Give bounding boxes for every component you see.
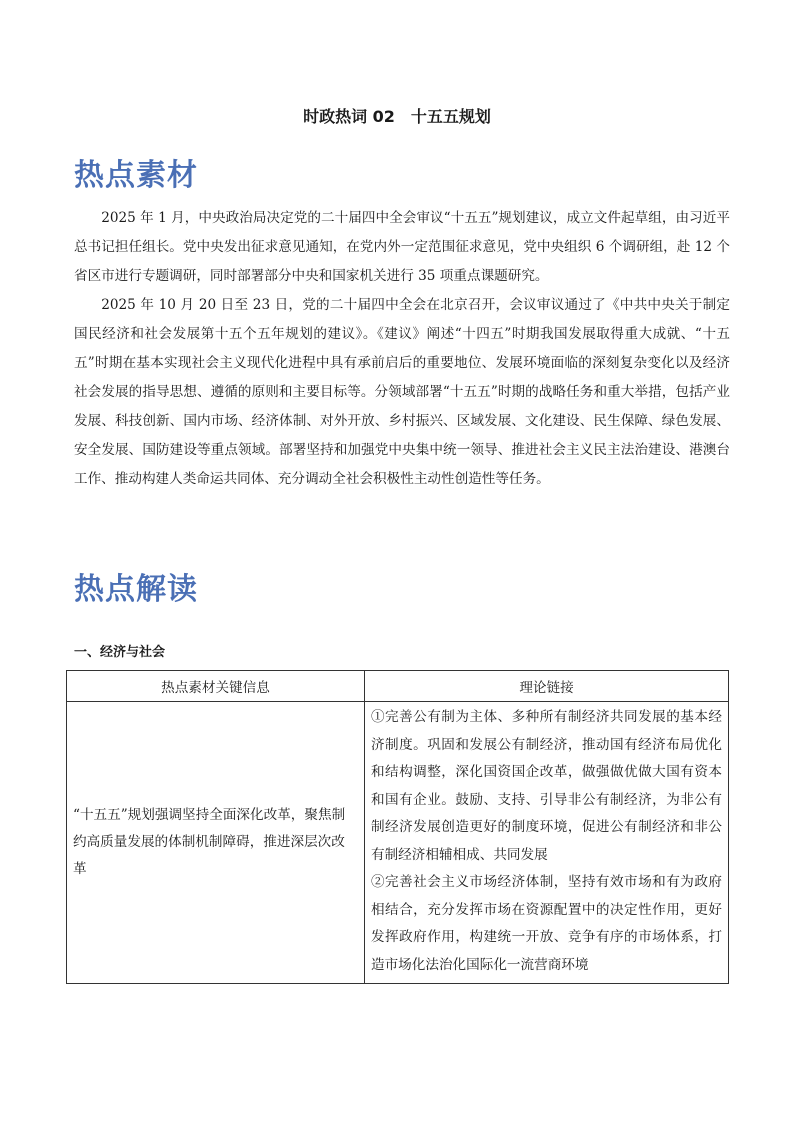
material-body [74,204,730,494]
section-heading-reading: 热点解读 [74,572,198,607]
page-title: 时政热词 02 十五五规划 [303,107,491,126]
material-paragraph: 2025 年 10 月 20 日至 23 日，党的二十届四中全会在北京召开，会议审议通过了《中共中央关于制定国民经济和社会发展第十五个五年规划的建议》。《建议》阐述“十四五”时期我国发展取得重大成就、“十五五”时期在基本实现社会主义现代化进程中具有承前启后的重要地位、发展环境面临的深刻复杂变化以及经济社会发展的指导思想、遵循的原则和主要目标等。分领域部署“十五五”时期的战略任务和重大举措，包括产业发展、科技创新、国内市场、经济体制、对外开放、乡村振兴、区域发展、文化建设、民生保障、绿色发展、安全发展、国防建设等重点领域。部署坚持和加强党中央集中统一领导、推进社会主义民主法治建设、港澳台工作、推动构建人类命运共同体、充分调动全社会积极性主动性创造性等任务。 [74,297,730,487]
subsection-title: 一、经济与社会 [74,645,166,660]
key-info-cell: “十五五”规划强调坚持全面深化改革，聚焦制约高质量发展的体制机制障碍，推进深层次改革 [67,702,365,984]
material-paragraph: 2025 年 1 月，中央政治局决定党的二十届四中全会审议“十五五”规划建议，成立文件起草组，由习近平总书记担任组长。党中央发出征求意见通知，在党内外一定范围征求意见，党中央组织 6 个调研组，赴 12 个省区市进行专题调研，同时部署部分中央和国家机关进行 35 项重点课题研究。 [74,210,730,284]
theory-point: ①完善公有制为主体、多种所有制经济共同发展的基本经济制度。巩固和发展公有制经济，推动国有经济布局优化和结构调整，深化国资国企改革，做强做优做大国有资本和国有企业。鼓励、支持、引导非公有制经济，为非公有制经济发展创造更好的制度环境，促进公有制经济和非公有制经济相辅相成、共同发展 [371,709,722,863]
key-info-table [66,670,729,984]
column-header-theory: 理论链接 [365,671,729,702]
section-heading-material: 热点素材 [74,158,198,193]
column-header-key-info: 热点素材关键信息 [67,671,365,702]
theory-cell [365,702,729,984]
table-row [67,702,729,984]
theory-point: ②完善社会主义市场经济体制，坚持有效市场和有为政府相结合，充分发挥市场在资源配置中的决定性作用，更好发挥政府作用，构建统一开放、竞争有序的市场体系，打造市场化法治化国际化一流营商环境 [371,874,722,973]
table-header-row [67,671,729,702]
